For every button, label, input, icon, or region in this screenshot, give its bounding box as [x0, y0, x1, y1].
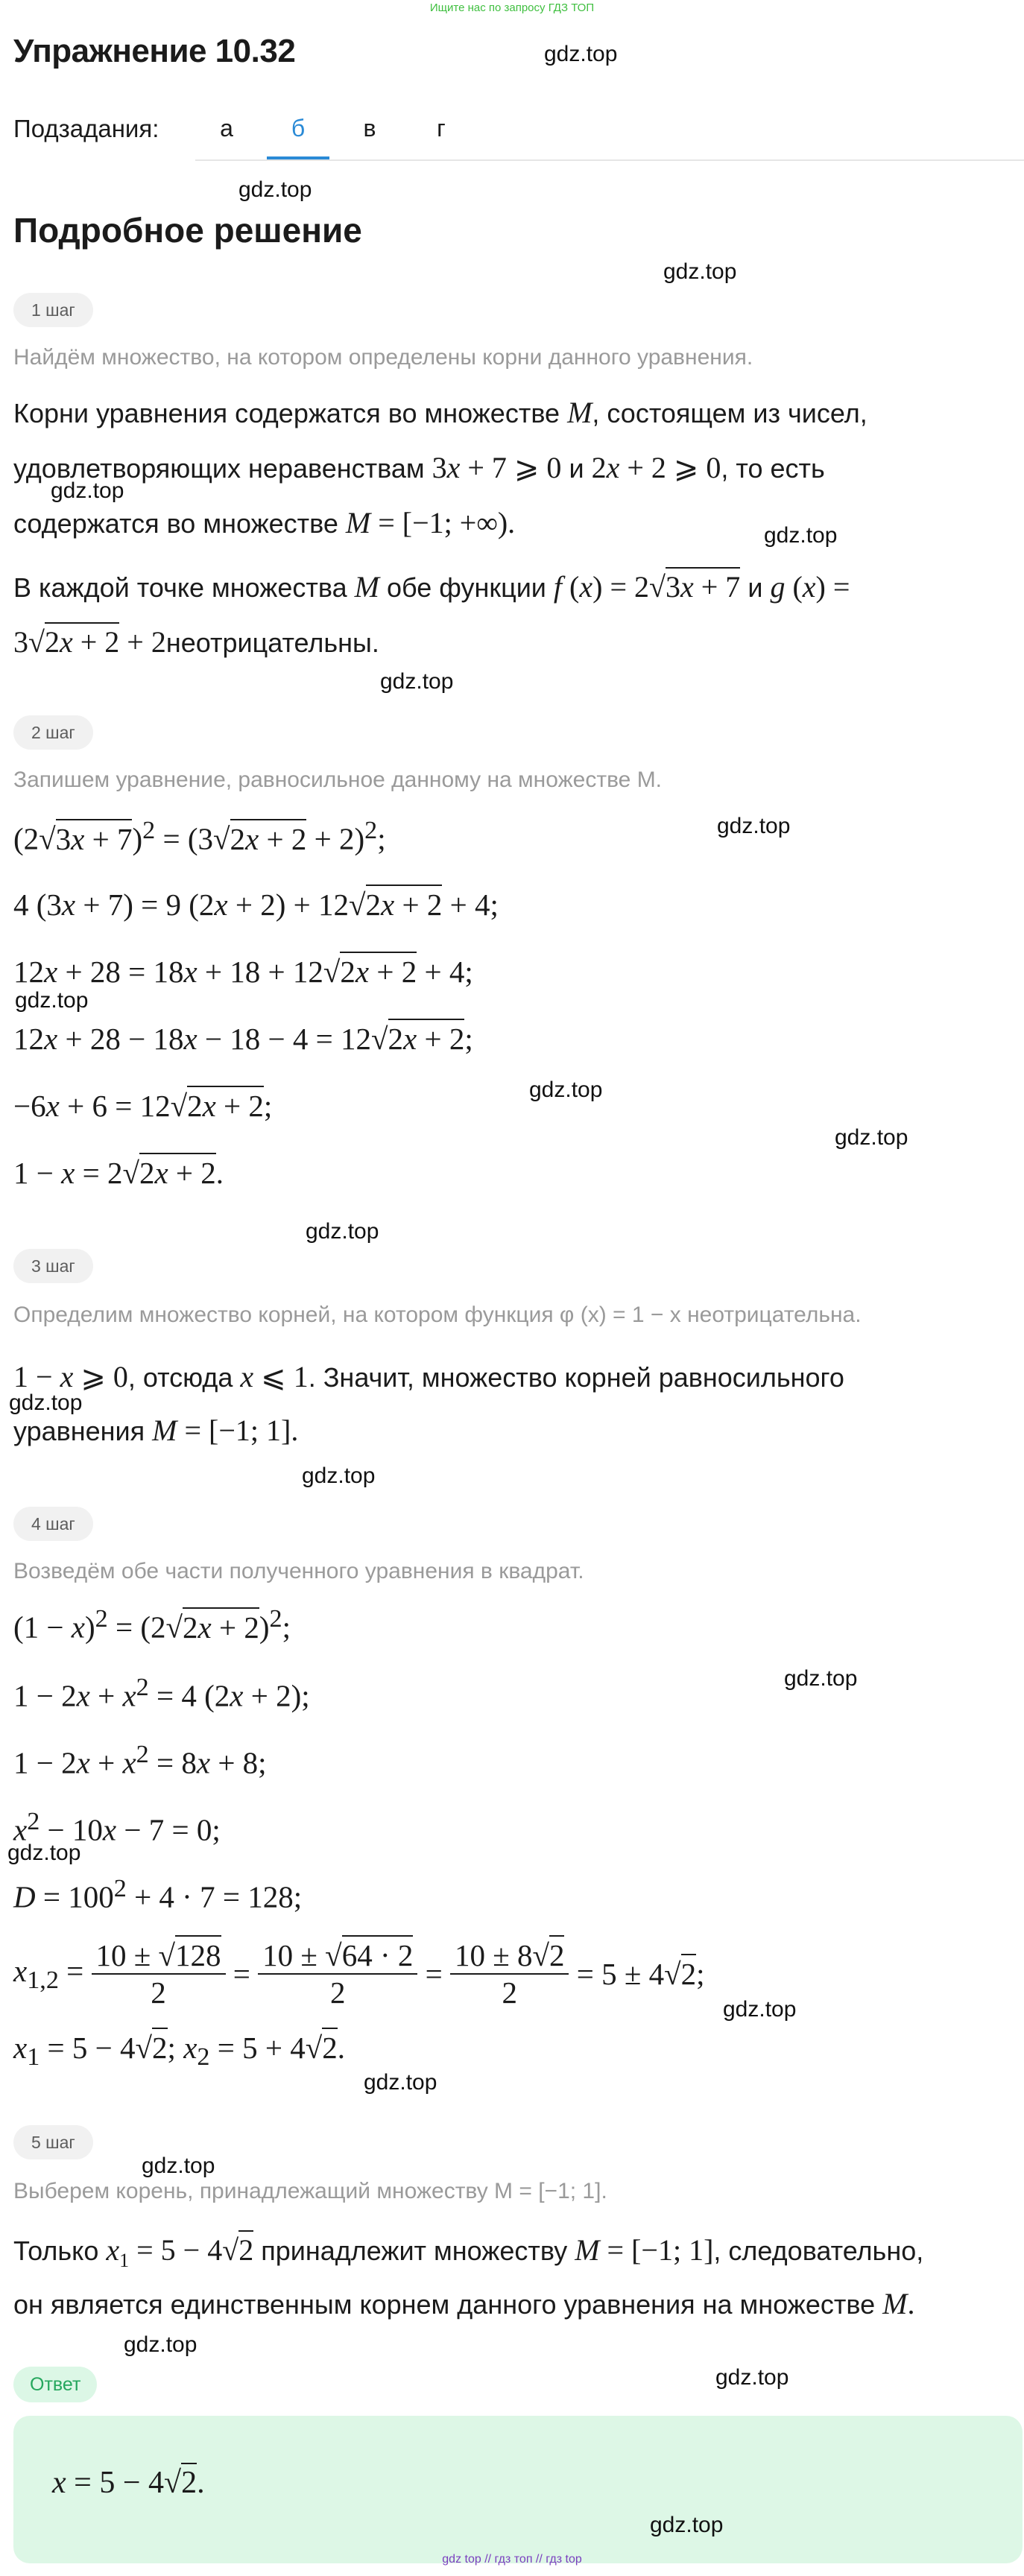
step1-line3: содержатся во множестве M = [−1; +∞).	[13, 506, 516, 539]
step-badge-3: 3 шаг	[13, 1249, 93, 1283]
watermark: gdz.top	[380, 669, 454, 694]
tab-b[interactable]: б	[291, 115, 306, 142]
eq-4-4: $x^2 - 10x - 7 = 0$;	[13, 1808, 221, 1847]
watermark: gdz.top	[51, 478, 124, 503]
answer-value: x = 5 − 4√2.	[52, 2465, 205, 2501]
step-hint-3: Определим множество корней, на котором функция φ (x) = 1 − x неотрицательна.	[13, 1303, 862, 1327]
eq-2-5: −6x + 6 = 12√2x + 2;	[13, 1088, 272, 1124]
step-badge-2: 2 шаг	[13, 715, 93, 750]
tab-g[interactable]: г	[437, 115, 446, 142]
step-badge-5: 5 шаг	[13, 2125, 93, 2159]
watermark: gdz.top	[529, 1077, 603, 1102]
watermark: gdz.top	[124, 2332, 197, 2357]
step1-line2: удовлетворяющих неравенствам 3x + 7 ⩾ 0 и 2x + 2 ⩾ 0, то есть	[13, 451, 825, 484]
eq-4-1: $(1 - x)^2 = (2√2x + 2)^2$;	[13, 1605, 291, 1645]
watermark: gdz.top	[715, 2365, 789, 2390]
eq-4-7: $x_1 = 5 - 4√2$; $x_2 = 5 + 4√2$.	[13, 2030, 345, 2072]
step-hint-2: Запишем уравнение, равносильное данному на множестве M.	[13, 768, 663, 792]
page-title: Упражнение 10.32	[13, 33, 296, 69]
step3-line2: уравнения M = [−1; 1].	[13, 1414, 299, 1447]
eq-4-6: $x_{1,2}$ = $\frac{10 \pm √128}{2}$ = $\frac{10 \pm √64 \cdot 2}{2}$ = $\frac{10 \pm 8√2}{2}$ = 5 ± 4√2;	[13, 1937, 705, 2027]
watermark: gdz.top	[15, 988, 89, 1013]
watermark: gdz.top	[784, 1666, 858, 1691]
top-search-hint: Ищите нас по запросу ГДЗ ТОП	[429, 1, 595, 14]
eq-4-3: $1 - 2x + x^2 = 8x + 8$;	[13, 1741, 267, 1780]
eq-2-4: 12x + 28 − 18x − 18 − 4 = 12√2x + 2;	[13, 1021, 473, 1057]
active-tab-indicator	[267, 156, 329, 159]
subtasks-label: Подзадания:	[13, 115, 159, 142]
watermark: gdz.top	[142, 2153, 215, 2178]
step-hint-1: Найдём множество, на котором определены корни данного уравнения.	[13, 345, 753, 370]
subtask-tabs	[195, 97, 1024, 161]
watermark: gdz.top	[650, 2513, 724, 2537]
answer-badge: Ответ	[13, 2367, 97, 2402]
step-badge-4: 4 шаг	[13, 1507, 93, 1541]
watermark: gdz.top	[764, 523, 838, 548]
watermark: gdz.top	[306, 1219, 379, 1244]
solution-title: Подробное решение	[13, 211, 362, 250]
eq-2-6: 1 − x = 2√2x + 2.	[13, 1155, 224, 1191]
step3-line1: 1 − x ⩾ 0, отсюда x ⩽ 1. Значит, множество корней равносильного	[13, 1360, 844, 1393]
watermark: gdz.top	[9, 1390, 83, 1415]
watermark: gdz.top	[238, 177, 312, 202]
step-badge-1: 1 шаг	[13, 293, 93, 327]
step1-line4: В каждой точке множества M обе функции f (x) = 2√3x + 7 и g (x) =	[13, 560, 850, 615]
watermark: gdz.top	[723, 1997, 797, 2022]
eq-2-3: 12x + 28 = 18x + 18 + 12√2x + 2 + 4;	[13, 954, 473, 990]
step1-line1: Корни уравнения содержатся во множестве M, состоящем из чисел,	[13, 396, 867, 429]
step1-line5: 3√2x + 2 + 2неотрицательны.	[13, 615, 379, 670]
watermark: gdz.top	[663, 259, 737, 284]
watermark: gdz.top	[364, 2070, 437, 2095]
eq-2-1: $(2√3x + 7)^2 = (3√2x + 2 + 2)^2$;	[13, 817, 386, 856]
tab-v[interactable]: в	[363, 115, 376, 142]
step-hint-4: Возведём обе части полученного уравнения в квадрат.	[13, 1559, 584, 1583]
watermark: gdz.top	[302, 1463, 376, 1488]
eq-4-2: $1 - 2x + x^2 = 4$ (2x + 2);	[13, 1674, 310, 1713]
tab-a[interactable]: а	[220, 115, 233, 142]
watermark: gdz.top	[544, 42, 618, 66]
watermark: gdz.top	[717, 814, 791, 838]
watermark: gdz.top	[835, 1125, 908, 1150]
footer-links[interactable]: gdz top // гдз топ // гдз top	[442, 2553, 582, 2566]
watermark: gdz.top	[7, 1841, 81, 1865]
eq-4-5: $D = 100^2 + 4 \cdot 7 = 128$;	[13, 1875, 303, 1914]
eq-2-2: 4 (3x + 7) = 9 (2x + 2) + 12√2x + 2 + 4;	[13, 887, 499, 923]
step5-line1: Только $x_1 = 5 - 4√2$ принадлежит множеству M = [−1; 1], следовательно,	[13, 2224, 923, 2288]
step-hint-5: Выберем корень, принадлежащий множеству M = [−1; 1].	[13, 2179, 607, 2203]
step5-line2: он является единственным корнем данного уравнения на множестве M.	[13, 2287, 915, 2320]
